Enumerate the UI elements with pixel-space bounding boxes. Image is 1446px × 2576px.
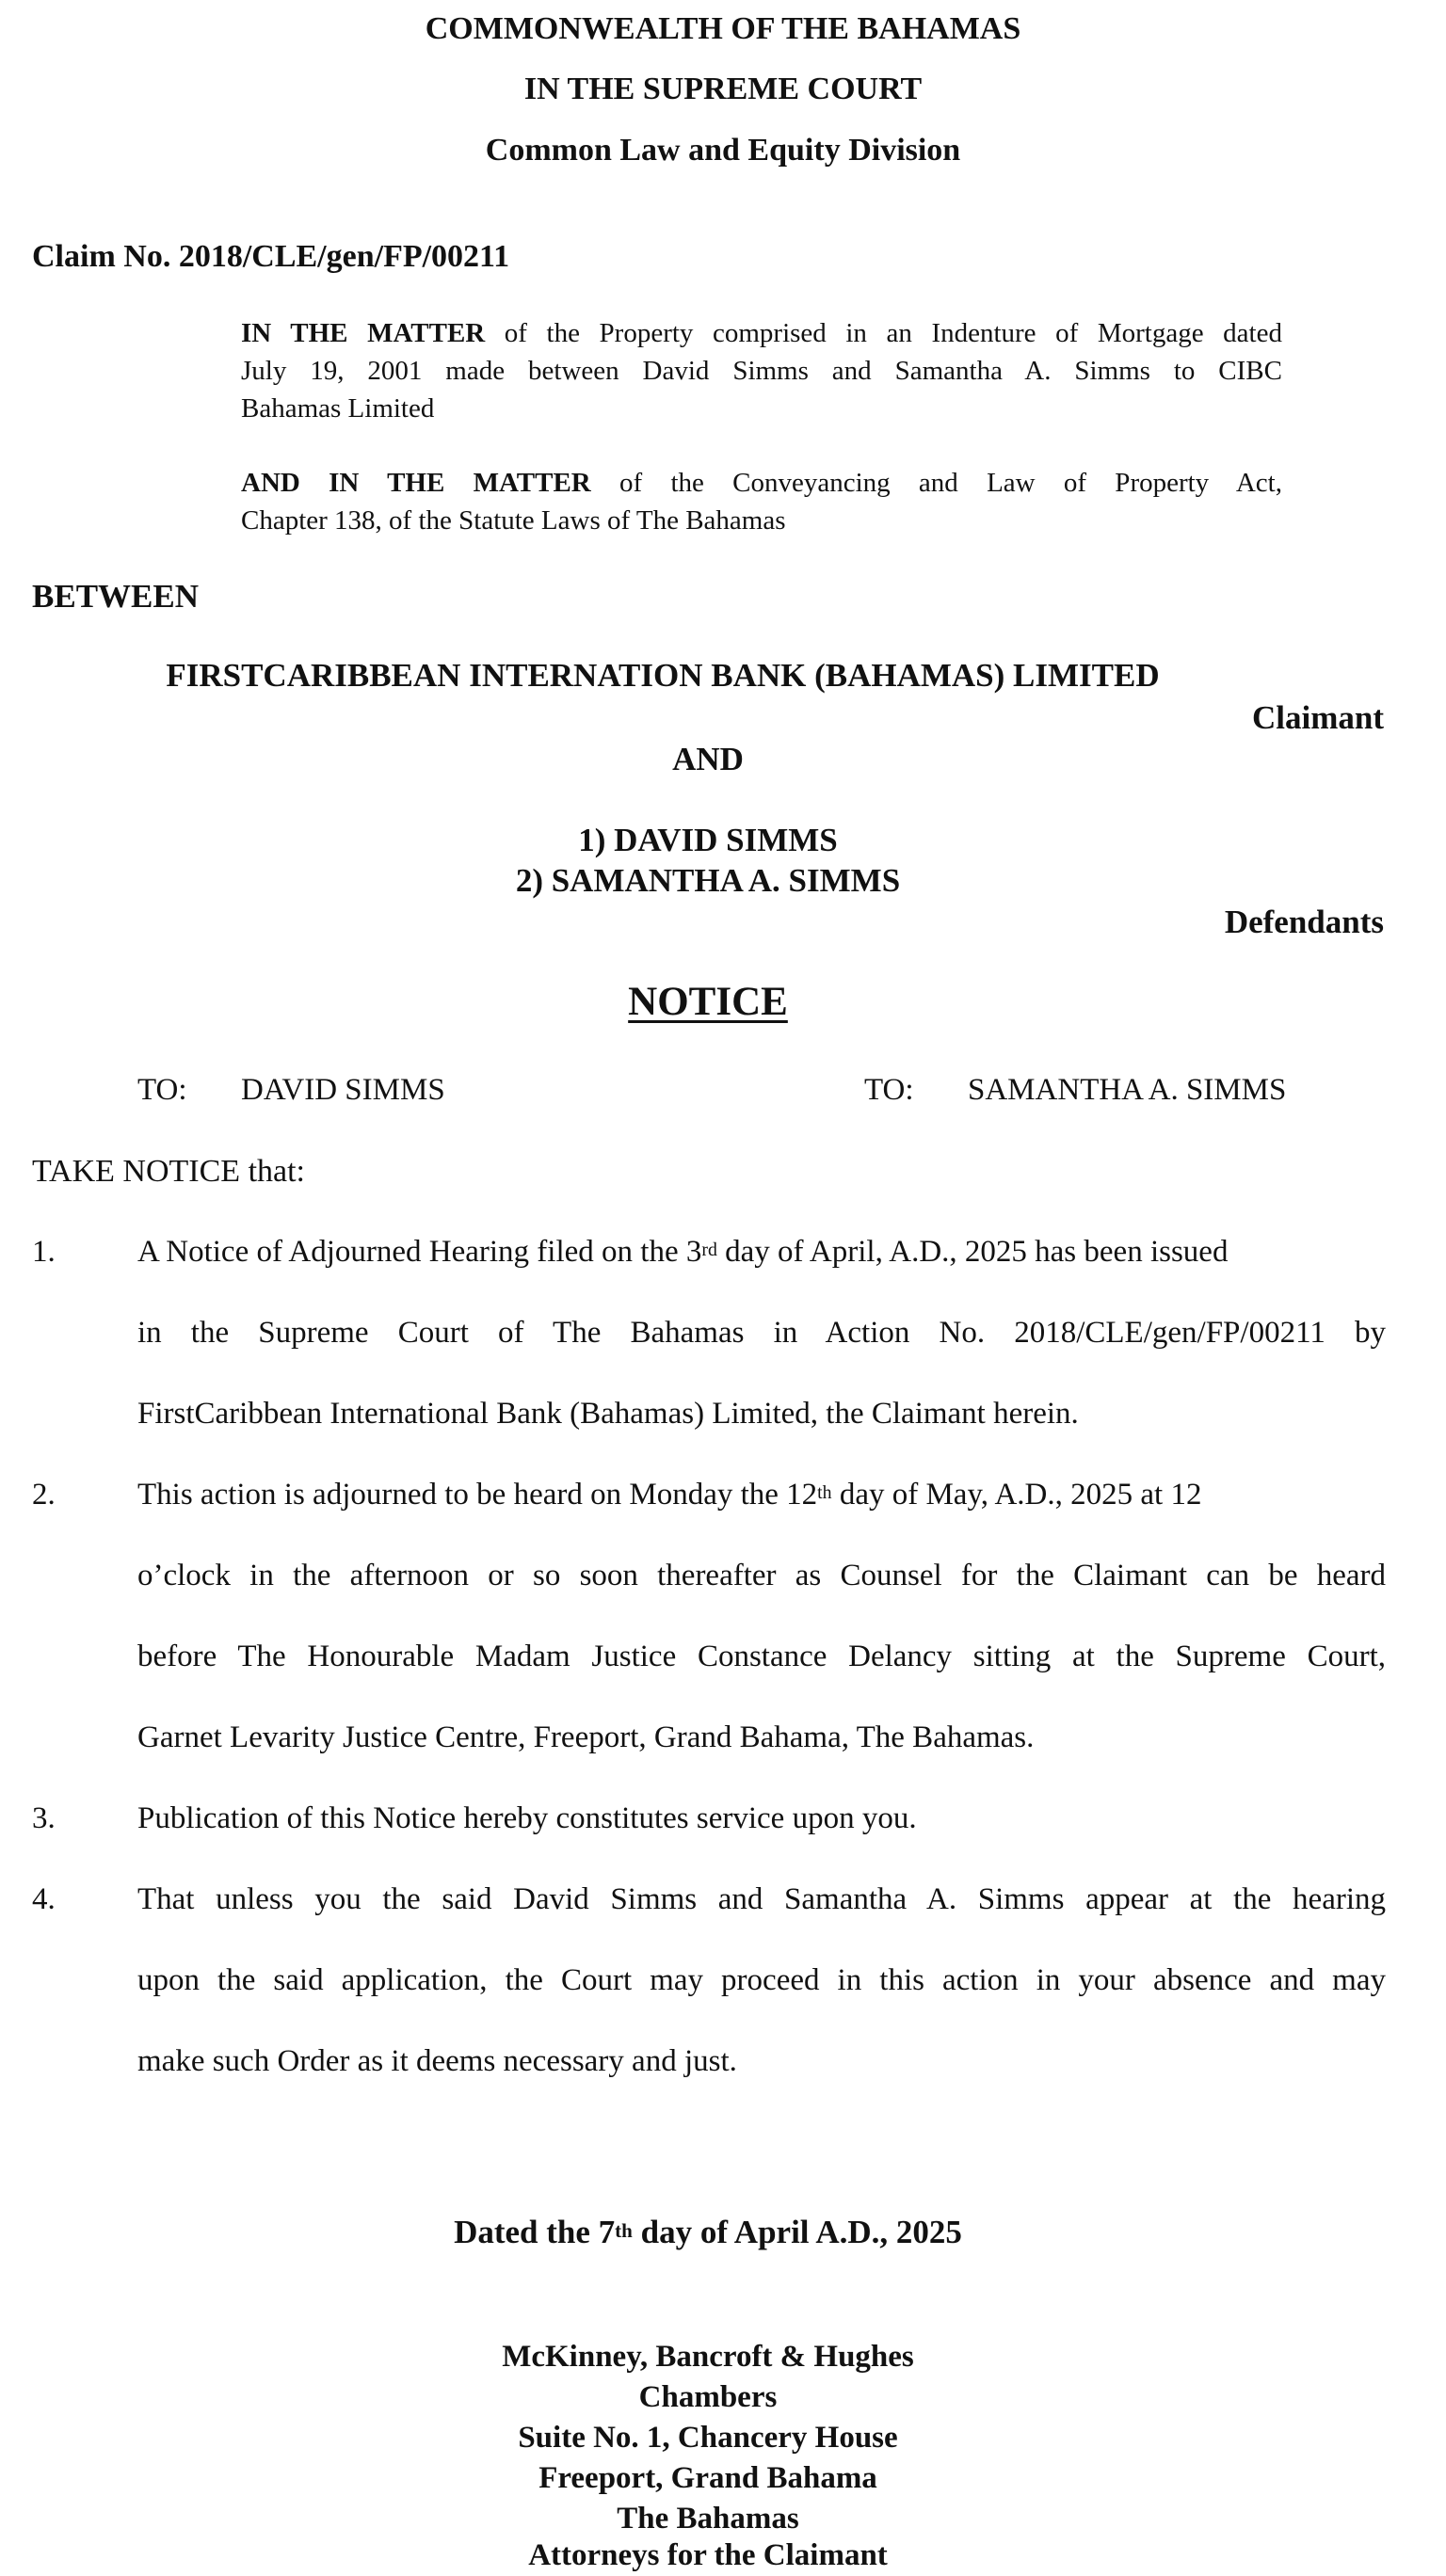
matter-line: July 19, 2001 made between David Simms and Samantha A. Simms to CIBC: [241, 356, 1282, 386]
paragraph-number: 3.: [32, 1801, 56, 1835]
matter-line: Bahamas Limited: [241, 393, 435, 424]
paragraph-line: A Notice of Adjourned Hearing filed on the 3rd day of April, A.D., 2025 has been issued: [137, 1235, 1229, 1269]
paragraph-line: Publication of this Notice hereby constitutes service upon you.: [137, 1801, 917, 1835]
paragraph-number: 4.: [32, 1882, 56, 1916]
defendant-1: 1) DAVID SIMMS: [578, 822, 838, 858]
matter-line: Chapter 138, of the Statute Laws of The Bahamas: [241, 505, 786, 536]
paragraph-line: Garnet Levarity Justice Centre, Freeport, Grand Bahama, The Bahamas.: [137, 1720, 1035, 1754]
to-label-left: TO:: [137, 1073, 187, 1107]
recipient-right: SAMANTHA A. SIMMS: [968, 1073, 1287, 1107]
matter-line: AND IN THE MATTER of the Conveyancing and Law of Property Act,: [241, 468, 1282, 498]
paragraph-line: FirstCaribbean International Bank (Bahamas) Limited, the Claimant herein.: [137, 1397, 1079, 1431]
signature-line: The Bahamas: [617, 2502, 799, 2536]
paragraph-number: 2.: [32, 1478, 56, 1512]
signature-line: McKinney, Bancroft & Hughes: [502, 2340, 914, 2374]
court-name: IN THE SUPREME COURT: [523, 72, 923, 106]
paragraph-line: That unless you the said David Simms and Samantha A. Simms appear at the hearing: [137, 1882, 1386, 1916]
claimant-name: FIRSTCARIBBEAN INTERNATION BANK (BAHAMAS) LIMITED: [166, 657, 1160, 694]
to-label-right: TO:: [864, 1073, 914, 1107]
signature-line: Suite No. 1, Chancery House: [518, 2421, 898, 2455]
paragraph-line: This action is adjourned to be heard on Monday the 12th day of May, A.D., 2025 at 12: [137, 1478, 1202, 1512]
dated-line: Dated the 7th day of April A.D., 2025: [454, 2214, 962, 2250]
signature-line: Freeport, Grand Bahama: [538, 2461, 877, 2495]
paragraph-number: 1.: [32, 1235, 56, 1269]
paragraph-line: make such Order as it deems necessary and just.: [137, 2044, 737, 2078]
court-division: Common Law and Equity Division: [485, 133, 961, 168]
defendants-label: Defendants: [1224, 904, 1384, 940]
paragraph-line: upon the said application, the Court may proceed in this action in your absence and may: [137, 1963, 1386, 1997]
paragraph-line: in the Supreme Court of The Bahamas in Action No. 2018/CLE/gen/FP/00211 by: [137, 1316, 1386, 1350]
take-notice: TAKE NOTICE that:: [32, 1154, 305, 1189]
court-title: COMMONWEALTH OF THE BAHAMAS: [425, 11, 1021, 46]
and-word: AND: [672, 741, 744, 777]
recipient-left: DAVID SIMMS: [241, 1073, 445, 1107]
signature-line: Attorneys for the Claimant: [528, 2538, 888, 2572]
between-label: BETWEEN: [32, 578, 199, 615]
claim-number: Claim No. 2018/CLE/gen/FP/00211: [32, 239, 510, 274]
matter-line: IN THE MATTER of the Property comprised in an Indenture of Mortgage dated: [241, 318, 1282, 348]
paragraph-line: o’clock in the afternoon or so soon thereafter as Counsel for the Claimant can be heard: [137, 1559, 1386, 1592]
defendant-2: 2) SAMANTHA A. SIMMS: [515, 862, 901, 899]
paragraph-line: before The Honourable Madam Justice Constance Delancy sitting at the Supreme Court,: [137, 1640, 1386, 1673]
claimant-label: Claimant: [1252, 699, 1384, 736]
notice-title: NOTICE: [628, 980, 788, 1024]
signature-line: Chambers: [638, 2380, 778, 2414]
